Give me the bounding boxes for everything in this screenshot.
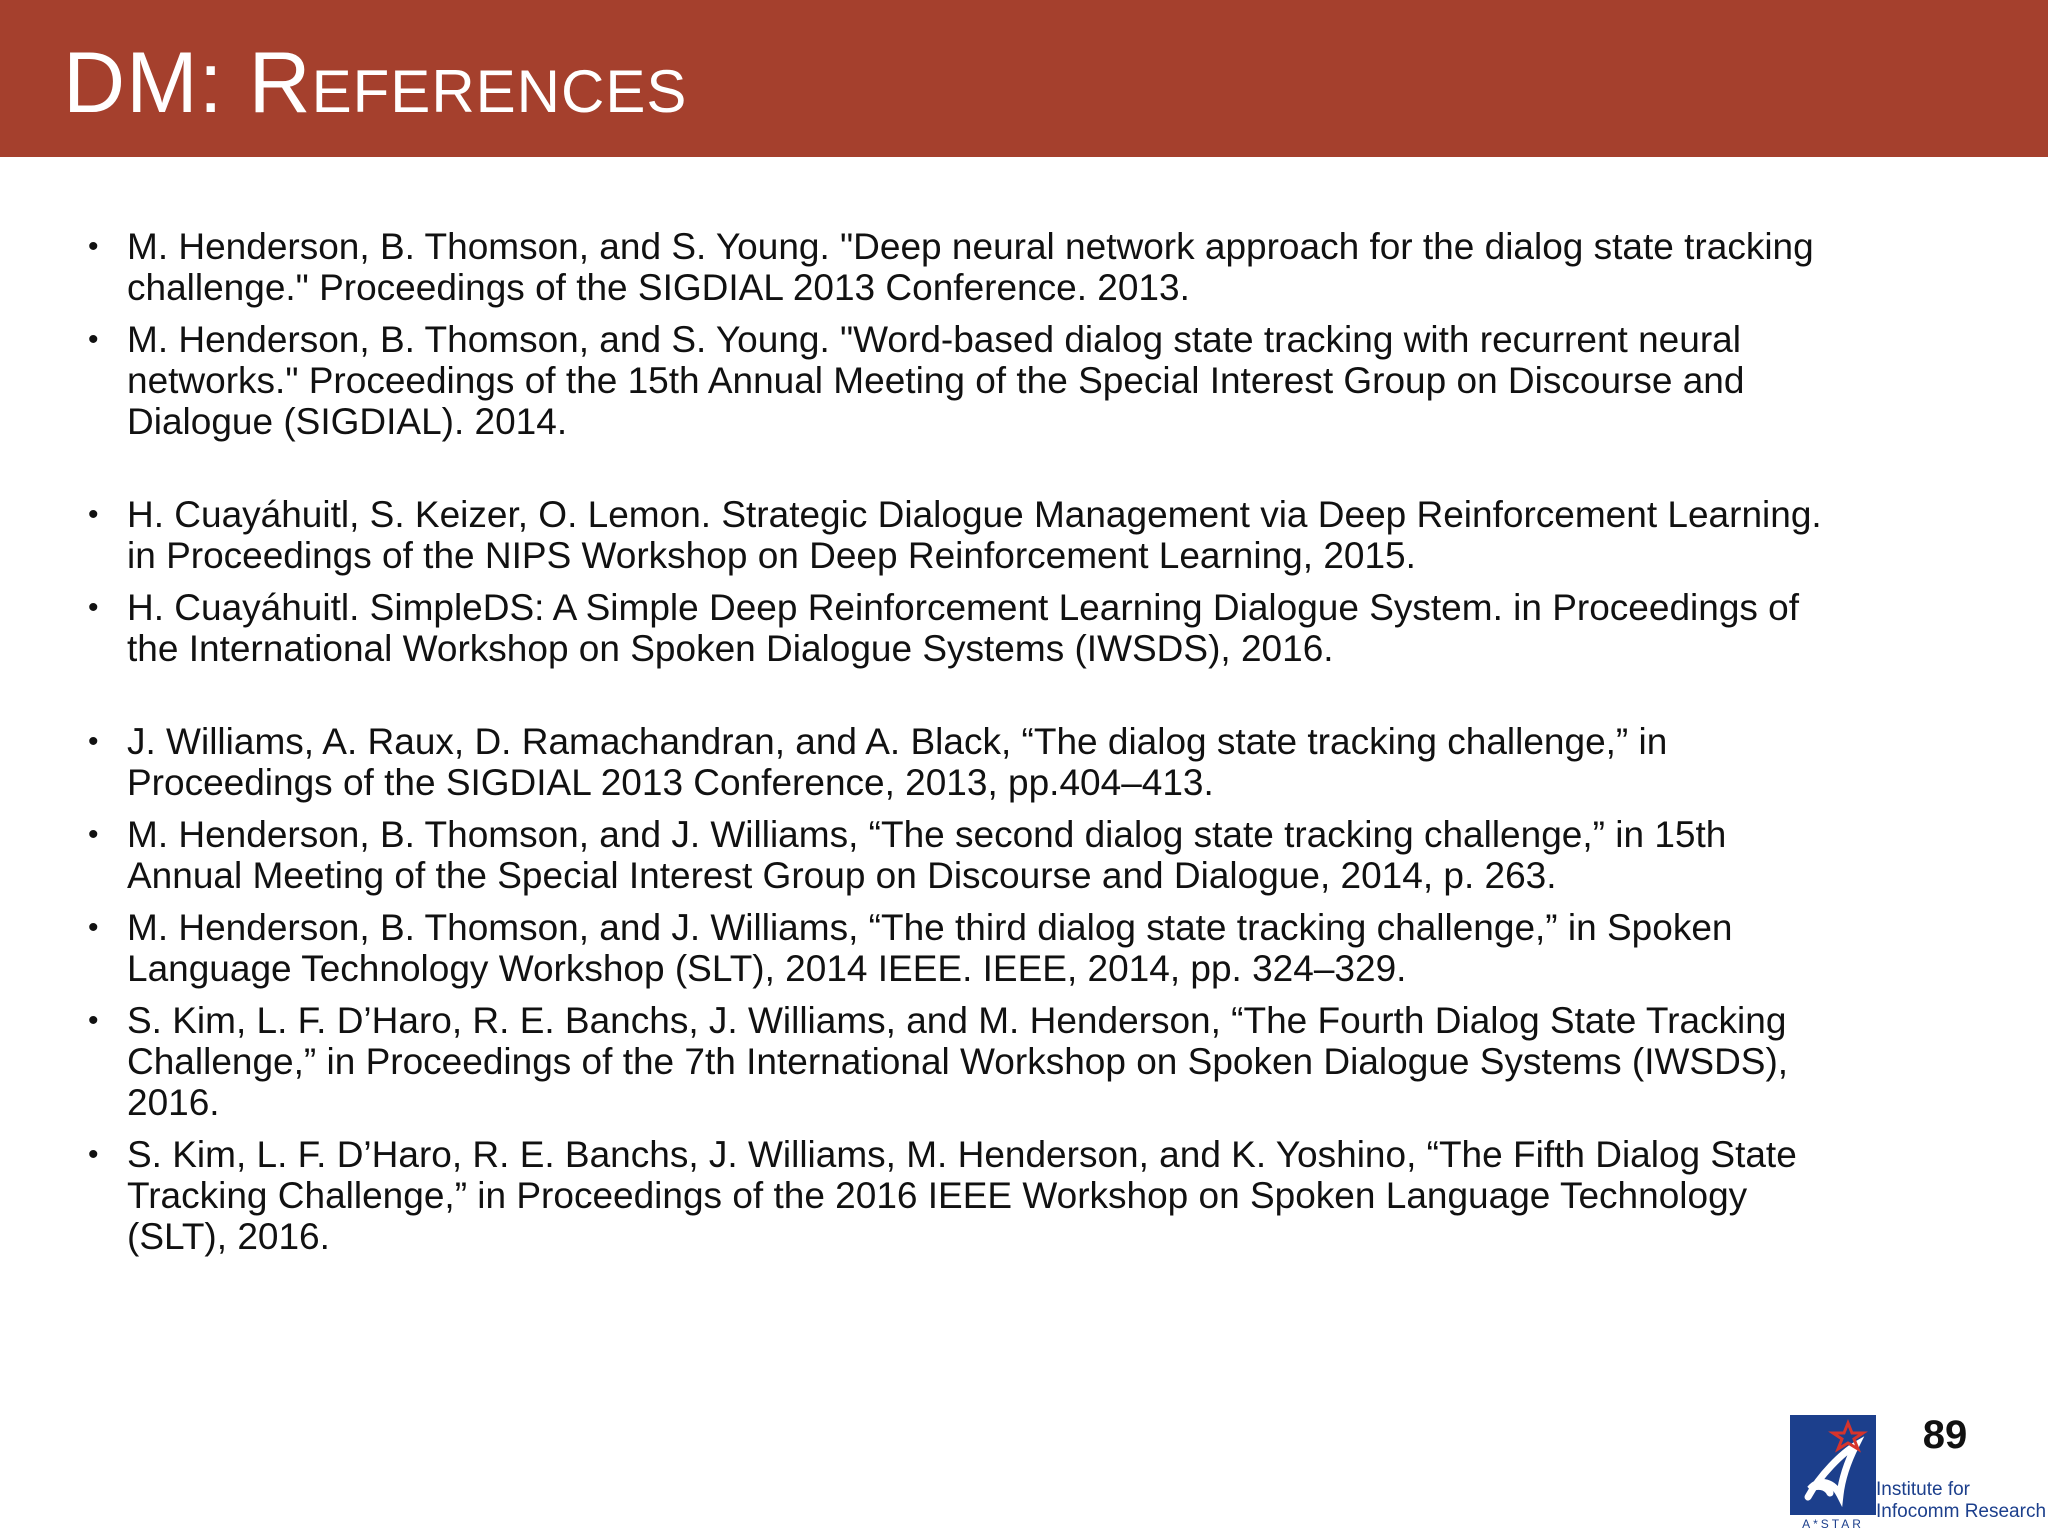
reference-item — [0, 587, 1830, 669]
reference-text: S. Kim, L. F. D’Haro, R. E. Banchs, J. Williams, and M. Henderson, “The Fourth Dialog State Tracking Challenge,” in Proceedings of the 7th International Workshop on Spoken Dialogue Systems (IWSDS), 2016. — [127, 1000, 1789, 1123]
logo-caption: A*STAR — [1802, 1517, 1864, 1531]
reference-text: H. Cuayáhuitl, S. Keizer, O. Lemon. Strategic Dialogue Management via Deep Reinforcement Learning. in Proceedings of the NIPS Workshop on Deep Reinforcement Learning, 2015. — [127, 494, 1822, 576]
reference-text: J. Williams, A. Raux, D. Ramachandran, and A. Black, “The dialog state tracking challenge,” in Proceedings of the SIGDIAL 2013 Conference, 2013, pp.404–413. — [127, 721, 1668, 803]
institute-logo — [1790, 1415, 2047, 1531]
bullet-icon: • — [88, 498, 99, 531]
reference-item — [0, 319, 1830, 442]
reference-item — [0, 494, 1830, 576]
reference-item — [0, 226, 1830, 308]
reference-text: M. Henderson, B. Thomson, and S. Young. "Word-based dialog state tracking with recurrent neural networks." Proceedings of the 15th Annual Meeting of the Special Interest Group on Discourse and Dialogue (SIGDIAL). 2014. — [127, 319, 1745, 442]
bullet-icon: • — [88, 1138, 99, 1171]
reference-text: M. Henderson, B. Thomson, and J. Williams, “The second dialog state tracking challenge,” in 15th Annual Meeting of the Special Interest Group on Discourse and Dialogue, 2014, p. 263. — [127, 814, 1727, 896]
bullet-icon: • — [88, 1004, 99, 1037]
reference-item — [0, 1134, 1830, 1257]
slide-title: DM: References — [63, 35, 688, 131]
institute-name-line: Institute for — [1876, 1479, 1970, 1500]
title-bar — [0, 0, 2048, 157]
page-number: 89 — [1922, 1413, 1968, 1457]
reference-item — [0, 721, 1830, 803]
reference-item — [0, 814, 1830, 896]
bullet-icon: • — [88, 323, 99, 356]
bullet-icon: • — [88, 591, 99, 624]
institute-name-line: Infocomm Research — [1876, 1501, 2047, 1522]
reference-text: S. Kim, L. F. D’Haro, R. E. Banchs, J. Williams, M. Henderson, and K. Yoshino, “The Fifth Dialog State Tracking Challenge,” in Proceedings of the 2016 IEEE Workshop on Spoken Language Technology (SLT), 2016. — [127, 1134, 1797, 1257]
bullet-icon: • — [88, 911, 99, 944]
bullet-icon: • — [88, 818, 99, 851]
astar-logo-icon — [1790, 1415, 1876, 1515]
institute-name — [1876, 1479, 2046, 1523]
bullet-icon: • — [88, 230, 99, 263]
reference-text: M. Henderson, B. Thomson, and S. Young. "Deep neural network approach for the dialog state tracking challenge." Proceedings of the SIGDIAL 2013 Conference. 2013. — [127, 226, 1814, 308]
bullet-icon: • — [88, 725, 99, 758]
reference-item — [0, 1000, 1830, 1123]
astar-mark-icon — [1790, 1415, 1876, 1515]
reference-list — [0, 226, 2048, 1257]
reference-item — [0, 907, 1830, 989]
reference-text: M. Henderson, B. Thomson, and J. Williams, “The third dialog state tracking challenge,” in Spoken Language Technology Workshop (SLT), 2014 IEEE. IEEE, 2014, pp. 324–329. — [127, 907, 1733, 989]
reference-text: H. Cuayáhuitl. SimpleDS: A Simple Deep Reinforcement Learning Dialogue System. in Proceedings of the International Workshop on Spoken Dialogue Systems (IWSDS), 2016. — [127, 587, 1800, 669]
